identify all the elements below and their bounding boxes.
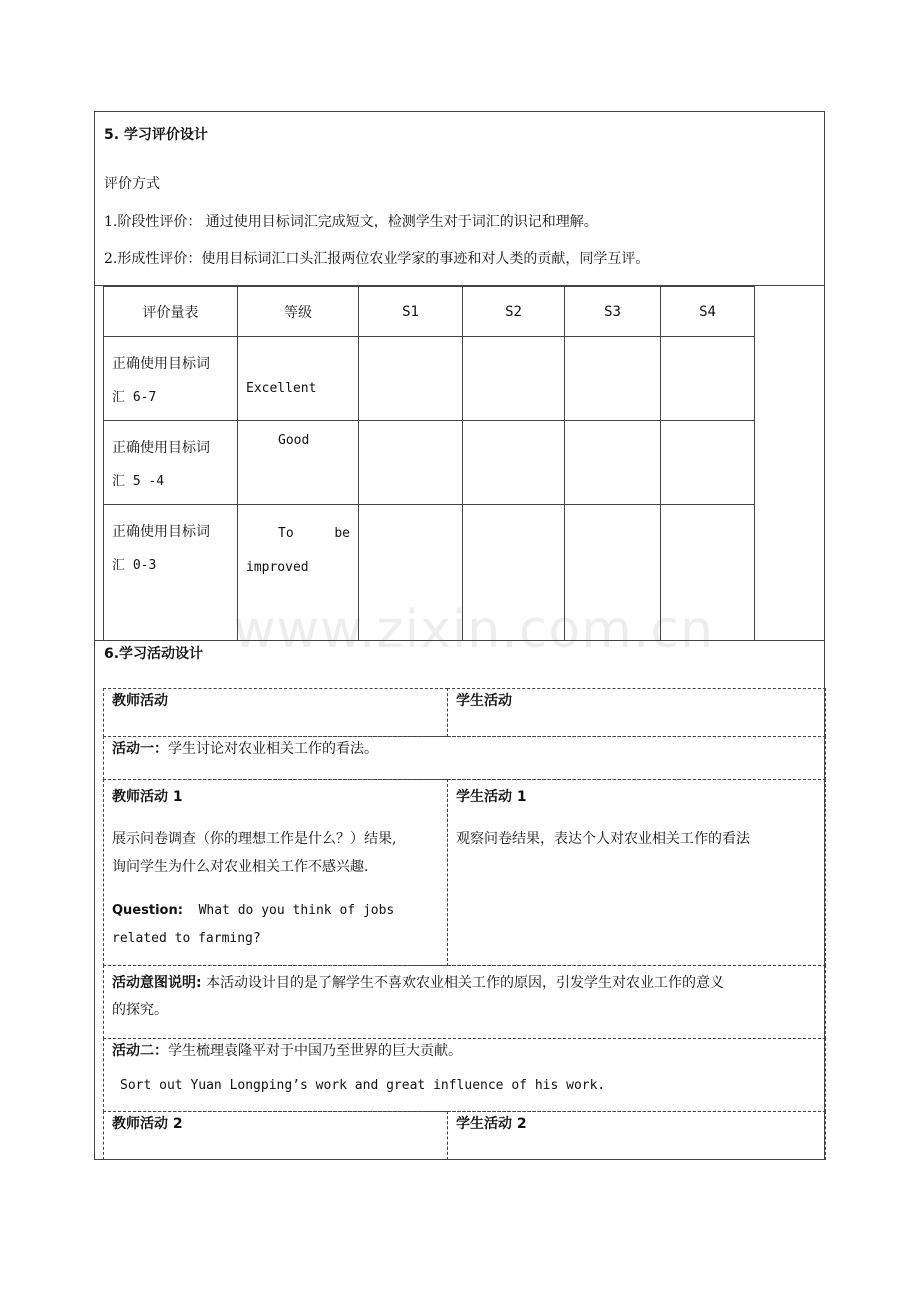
student-activity-header: 学生活动 <box>456 693 512 709</box>
header-cell: S3 <box>565 287 661 337</box>
score-cell[interactable] <box>661 505 755 641</box>
table-row <box>104 337 755 421</box>
question-label: Question: <box>112 903 183 918</box>
criterion-cell <box>104 505 238 641</box>
question-line <box>112 901 394 921</box>
intent-line: 的探究。 <box>112 1002 168 1018</box>
question-line: related to farming? <box>112 931 261 946</box>
score-cell[interactable] <box>359 337 463 421</box>
activity2-english: Sort out Yuan Longping’s work and great influence of his work. <box>120 1078 606 1093</box>
activity1-description: 学生讨论对农业相关工作的看法。 <box>168 741 378 757</box>
student-activity2-title: 学生活动 2 <box>456 1116 527 1132</box>
grade-cell <box>238 505 359 641</box>
intent-line <box>112 973 724 993</box>
student-activity1-title: 学生活动 1 <box>456 789 527 805</box>
score-cell[interactable] <box>565 337 661 421</box>
criterion-line: 正确使用目标词 <box>112 524 210 540</box>
score-cell[interactable] <box>661 421 755 505</box>
score-cell[interactable] <box>661 337 755 421</box>
grade-cell <box>238 337 359 421</box>
activity1-text <box>112 739 378 759</box>
activity2-text <box>112 1041 462 1061</box>
watermark: www.zixin.com.cn <box>233 600 714 660</box>
header-cell: S4 <box>661 287 755 337</box>
header-cell: 等级 <box>238 287 359 337</box>
header-cell: 评价量表 <box>104 287 238 337</box>
activity1-label: 活动一： <box>112 741 168 757</box>
score-cell[interactable] <box>359 505 463 641</box>
header-cell: S2 <box>463 287 565 337</box>
table-row <box>104 505 755 641</box>
teacher-activity-header: 教师活动 <box>112 693 168 709</box>
teacher-activity1-line: 展示问卷调查（你的理想工作是什么？）结果, <box>112 831 397 847</box>
student-activity1-text: 观察问卷结果，表达个人对农业相关工作的看法 <box>456 831 750 847</box>
score-cell[interactable] <box>463 421 565 505</box>
criterion-cell <box>104 421 238 505</box>
intent-label: 活动意图说明: <box>112 975 202 991</box>
grade-text: Excellent <box>246 381 317 396</box>
grade-text: Good <box>278 433 310 448</box>
evaluation-item-2: 2.形成性评价：使用目标词汇口头汇报两位农业学家的事迹和对人类的贡献，同学互评。 <box>104 251 650 267</box>
score-cell[interactable] <box>359 421 463 505</box>
section5-title: 5. 学习评价设计 <box>104 127 208 143</box>
criterion-cell <box>104 337 238 421</box>
criterion-line: 汇 0-3 <box>112 558 157 573</box>
section6-title: 6.学习活动设计 <box>104 646 204 662</box>
header-cell: S1 <box>359 287 463 337</box>
teacher-activity1-title: 教师活动 1 <box>112 789 183 805</box>
table-row <box>104 421 755 505</box>
criterion-line: 正确使用目标词 <box>112 356 210 372</box>
score-cell[interactable] <box>565 505 661 641</box>
teacher-activity1-line: 询问学生为什么对农业相关工作不感兴趣. <box>112 859 369 875</box>
grade-text: improved <box>246 560 309 575</box>
grade-text: be <box>334 526 350 541</box>
score-cell[interactable] <box>463 505 565 641</box>
evaluation-item-1: 1.阶段性评价： 通过使用目标词汇完成短文，检测学生对于词汇的识记和理解。 <box>104 214 598 230</box>
criterion-line: 正确使用目标词 <box>112 440 210 456</box>
score-cell[interactable] <box>463 337 565 421</box>
evaluation-table <box>103 286 755 641</box>
grade-cell <box>238 421 359 505</box>
activity2-description: 学生梳理袁隆平对于中国乃至世界的巨大贡献。 <box>168 1043 462 1059</box>
evaluation-method-label: 评价方式 <box>104 176 160 192</box>
student-activity1-cell <box>447 779 826 966</box>
criterion-line: 汇 5 -4 <box>112 474 165 489</box>
divider <box>94 640 825 641</box>
score-cell[interactable] <box>565 421 661 505</box>
grade-text: To <box>278 526 294 541</box>
table-header-row <box>104 287 755 337</box>
intent-text: 本活动设计目的是了解学生不喜欢农业相关工作的原因，引发学生对农业工作的意义 <box>206 975 725 991</box>
criterion-line: 汇 6-7 <box>112 390 157 405</box>
activity2-label: 活动二： <box>112 1043 168 1059</box>
question-text: What do you think of jobs <box>198 903 395 918</box>
teacher-activity2-title: 教师活动 2 <box>112 1116 183 1132</box>
